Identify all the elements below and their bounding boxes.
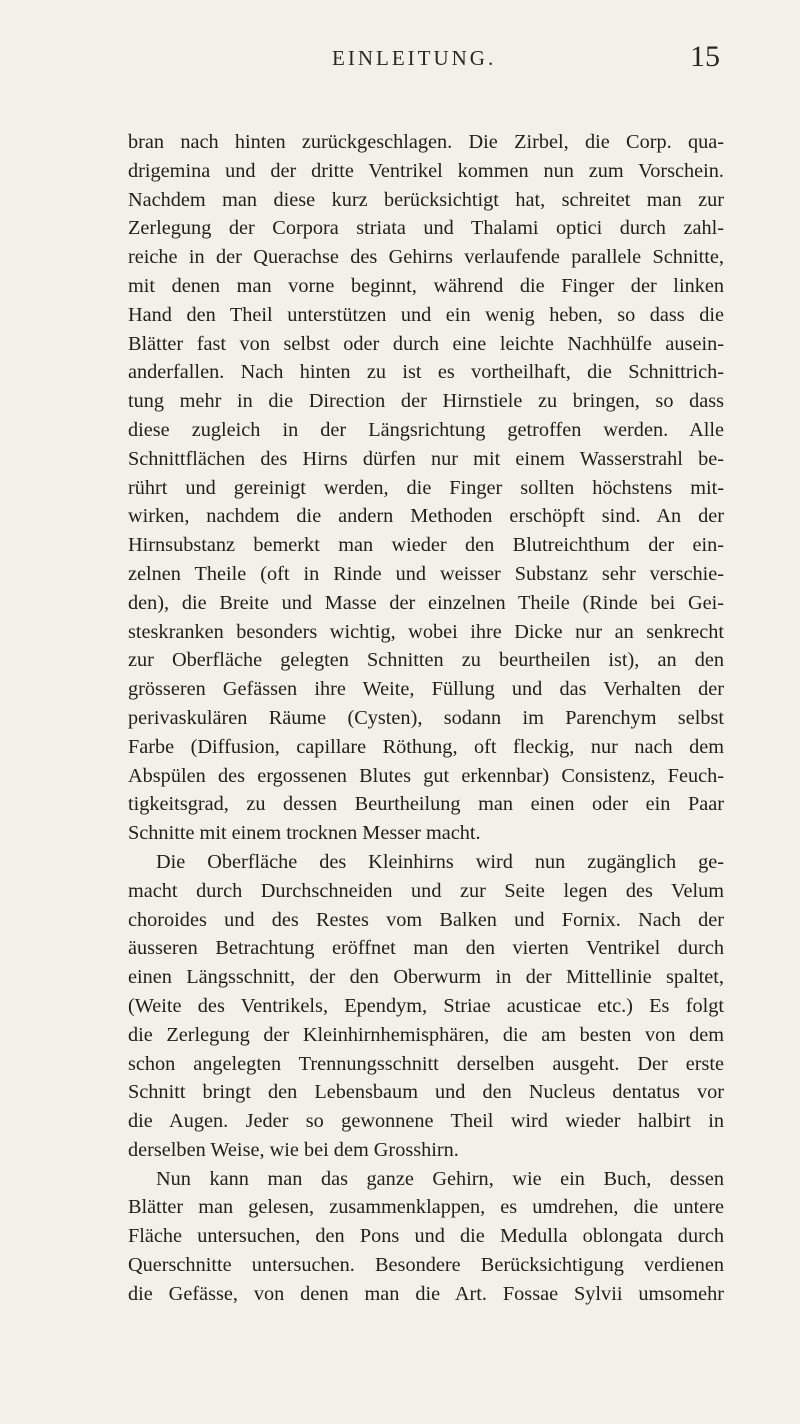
body-text [128, 128, 724, 1309]
text-line: (Weite des Ventrikels, Ependym, Striae acusticae etc.) Es folgt [128, 994, 724, 1017]
text-line: derselben Weise, wie bei dem Grosshirn. [128, 1138, 459, 1161]
text-line: Schnittflächen des Hirns dürfen nur mit einem Wasserstrahl be- [128, 447, 724, 470]
text-line: Blätter fast von selbst oder durch eine leichte Nachhülfe ausein- [128, 332, 724, 355]
text-line: die Gefässe, von denen man die Art. Fossae Sylvii umsomehr [128, 1282, 724, 1305]
text-line: choroides und des Restes vom Balken und Fornix. Nach der [128, 908, 724, 931]
text-line: den), die Breite und Masse der einzelnen Theile (Rinde bei Gei- [128, 591, 724, 614]
text-line: die Zerlegung der Kleinhirnhemisphären, die am besten von dem [128, 1023, 724, 1046]
paragraph-start-line: Die Oberfläche des Kleinhirns wird nun zugänglich ge- [156, 850, 724, 873]
text-line: macht durch Durchschneiden und zur Seite legen des Velum [128, 879, 724, 902]
text-line: reiche in der Querachse des Gehirns verlaufende parallele Schnitte, [128, 246, 724, 269]
text-line: wirken, nachdem die andern Methoden erschöpft sind. An der [128, 505, 724, 528]
text-line: Fläche untersuchen, den Pons und die Medulla oblongata durch [128, 1225, 724, 1248]
text-line: Schnitte mit einem trocknen Messer macht. [128, 822, 481, 845]
text-line: tung mehr in die Direction der Hirnstiele zu bringen, so dass [128, 390, 724, 413]
text-line: grösseren Gefässen ihre Weite, Füllung und das Verhalten der [128, 678, 724, 701]
text-line: diese zugleich in der Längsrichtung getroffen werden. Alle [128, 418, 724, 441]
text-line: drigemina und der dritte Ventrikel kommen nun zum Vorschein. [128, 159, 724, 182]
text-line: zur Oberfläche gelegten Schnitten zu beurtheilen ist), an den [128, 649, 724, 672]
chapter-title: EINLEITUNG. [332, 46, 497, 70]
text-line: Querschnitte untersuchen. Besondere Berücksichtigung verdienen [128, 1254, 724, 1277]
text-line: äusseren Betrachtung eröffnet man den vierten Ventrikel durch [128, 937, 724, 960]
text-line: zelnen Theile (oft in Rinde und weisser Substanz sehr verschie- [128, 562, 724, 585]
running-head [0, 40, 800, 86]
text-line: Farbe (Diffusion, capillare Röthung, oft fleckig, nur nach dem [128, 735, 724, 758]
text-line: einen Längsschnitt, der den Oberwurm in der Mittellinie spaltet, [128, 966, 724, 989]
text-line: Nachdem man diese kurz berücksichtigt hat, schreitet man zur [128, 188, 724, 211]
text-line: Zerlegung der Corpora striata und Thalami optici durch zahl- [128, 217, 724, 240]
text-line: mit denen man vorne beginnt, während die Finger der linken [128, 274, 724, 297]
text-line: perivaskulären Räume (Cysten), sodann im Parenchym selbst [128, 706, 724, 729]
paragraph-start-line: Nun kann man das ganze Gehirn, wie ein Buch, dessen [156, 1167, 724, 1190]
text-line: Abspülen des ergossenen Blutes gut erkennbar) Consistenz, Feuch- [128, 764, 724, 787]
text-line: steskranken besonders wichtig, wobei ihre Dicke nur an senkrecht [128, 620, 724, 643]
page-number: 15 [690, 40, 720, 73]
text-line: rührt und gereinigt werden, die Finger sollten höchstens mit- [128, 476, 724, 499]
text-line: Hirnsubstanz bemerkt man wieder den Blutreichthum der ein- [128, 534, 724, 557]
text-line: die Augen. Jeder so gewonnene Theil wird wieder halbirt in [128, 1110, 724, 1133]
text-line: Hand den Theil unterstützen und ein wenig heben, so dass die [128, 303, 724, 326]
text-line: anderfallen. Nach hinten zu ist es vortheilhaft, die Schnittrich- [128, 361, 724, 384]
text-line: Schnitt bringt den Lebensbaum und den Nucleus dentatus vor [128, 1081, 724, 1104]
text-line: schon angelegten Trennungsschnitt derselben ausgeht. Der erste [128, 1052, 724, 1075]
text-line: bran nach hinten zurückgeschlagen. Die Zirbel, die Corp. qua- [128, 131, 724, 153]
text-line: Blätter man gelesen, zusammenklappen, es umdrehen, die untere [128, 1196, 724, 1219]
text-line: tigkeitsgrad, zu dessen Beurtheilung man einen oder ein Paar [128, 793, 724, 816]
